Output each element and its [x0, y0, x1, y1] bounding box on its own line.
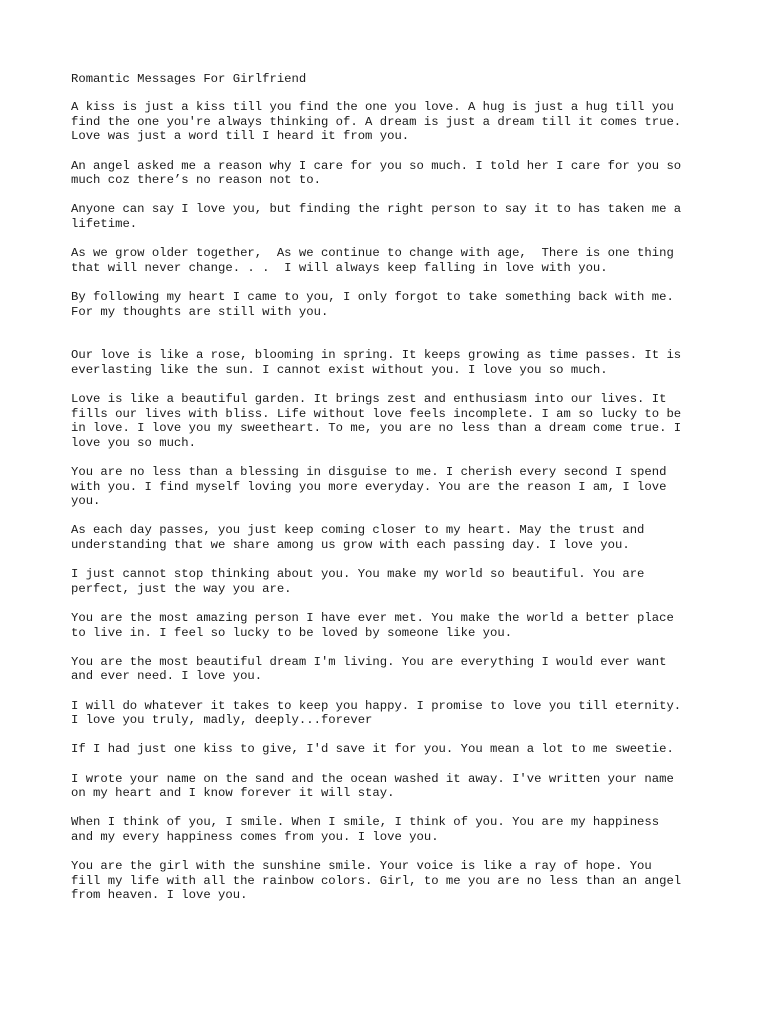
message-paragraph: When I think of you, I smile. When I smile, I think of you. You are my happiness and my every happiness comes from you. I love you. — [71, 815, 660, 844]
message-paragraph: Anyone can say I love you, but finding the right person to say it to has taken me a lifetime. — [71, 202, 682, 231]
message-paragraph: Our love is like a rose, blooming in spring. It keeps growing as time passes. It is everlasting like the sun. I cannot exist without you. I love you so much. — [71, 348, 682, 377]
message-paragraph: A kiss is just a kiss till you find the one you love. A hug is just a hug till you find the one you're always thinking of. A dream is just a dream till it comes true. Love was just a word till I heard it from you. — [71, 100, 682, 144]
message-paragraph: You are no less than a blessing in disguise to me. I cherish every second I spend with you. I find myself loving you more everyday. You are the reason I am, I love you. — [71, 465, 667, 509]
message-paragraph: An angel asked me a reason why I care for you so much. I told her I care for you so much coz there’s no reason not to. — [71, 158, 682, 188]
message-paragraph: You are the most beautiful dream I'm living. You are everything I would ever want and ever need. I love you. — [71, 654, 667, 684]
message-paragraph: As each day passes, you just keep coming closer to my heart. May the trust and understanding that we share among us grow with each passing day. I love you. — [71, 523, 645, 552]
message-paragraph: You are the most amazing person I have ever met. You make the world a better place to live in. I feel so lucky to be loved by someone like you. — [71, 610, 674, 640]
message-paragraph: If I had just one kiss to give, I'd save it for you. You mean a lot to me sweetie. — [71, 742, 674, 757]
message-paragraph: I just cannot stop thinking about you. You make my world so beautiful. You are perfect, just the way you are. — [71, 567, 645, 596]
message-paragraph: As we grow older together, As we continue to change with age, There is one thing that will never change. . . I will always keep falling in love with you. — [71, 246, 674, 275]
document-title: Romantic Messages For Girlfriend — [71, 72, 307, 86]
message-paragraph: You are the girl with the sunshine smile. Your voice is like a ray of hope. You fill my life with all the rainbow colors. Girl, to me you are no less than an angel from heaven. I love you. — [71, 859, 682, 903]
message-paragraph: By following my heart I came to you, I only forgot to take something back with me. For my thoughts are still with you. — [71, 289, 674, 319]
message-paragraph: I will do whatever it takes to keep you happy. I promise to love you till eternity. I love you truly, madly, deeply...forever — [71, 698, 682, 728]
blank-line — [71, 334, 711, 349]
message-paragraph: I wrote your name on the sand and the ocean washed it away. I've written your name on my heart and I know forever it will stay. — [71, 771, 674, 801]
message-paragraph: Love is like a beautiful garden. It brings zest and enthusiasm into our lives. It fills our lives with bliss. Life without love feels incomplete. I am so lucky to be in love. I love you my sweetheart. To me, you are no less than a dream come true. I love you so much. — [71, 392, 682, 450]
document-page — [71, 72, 711, 917]
